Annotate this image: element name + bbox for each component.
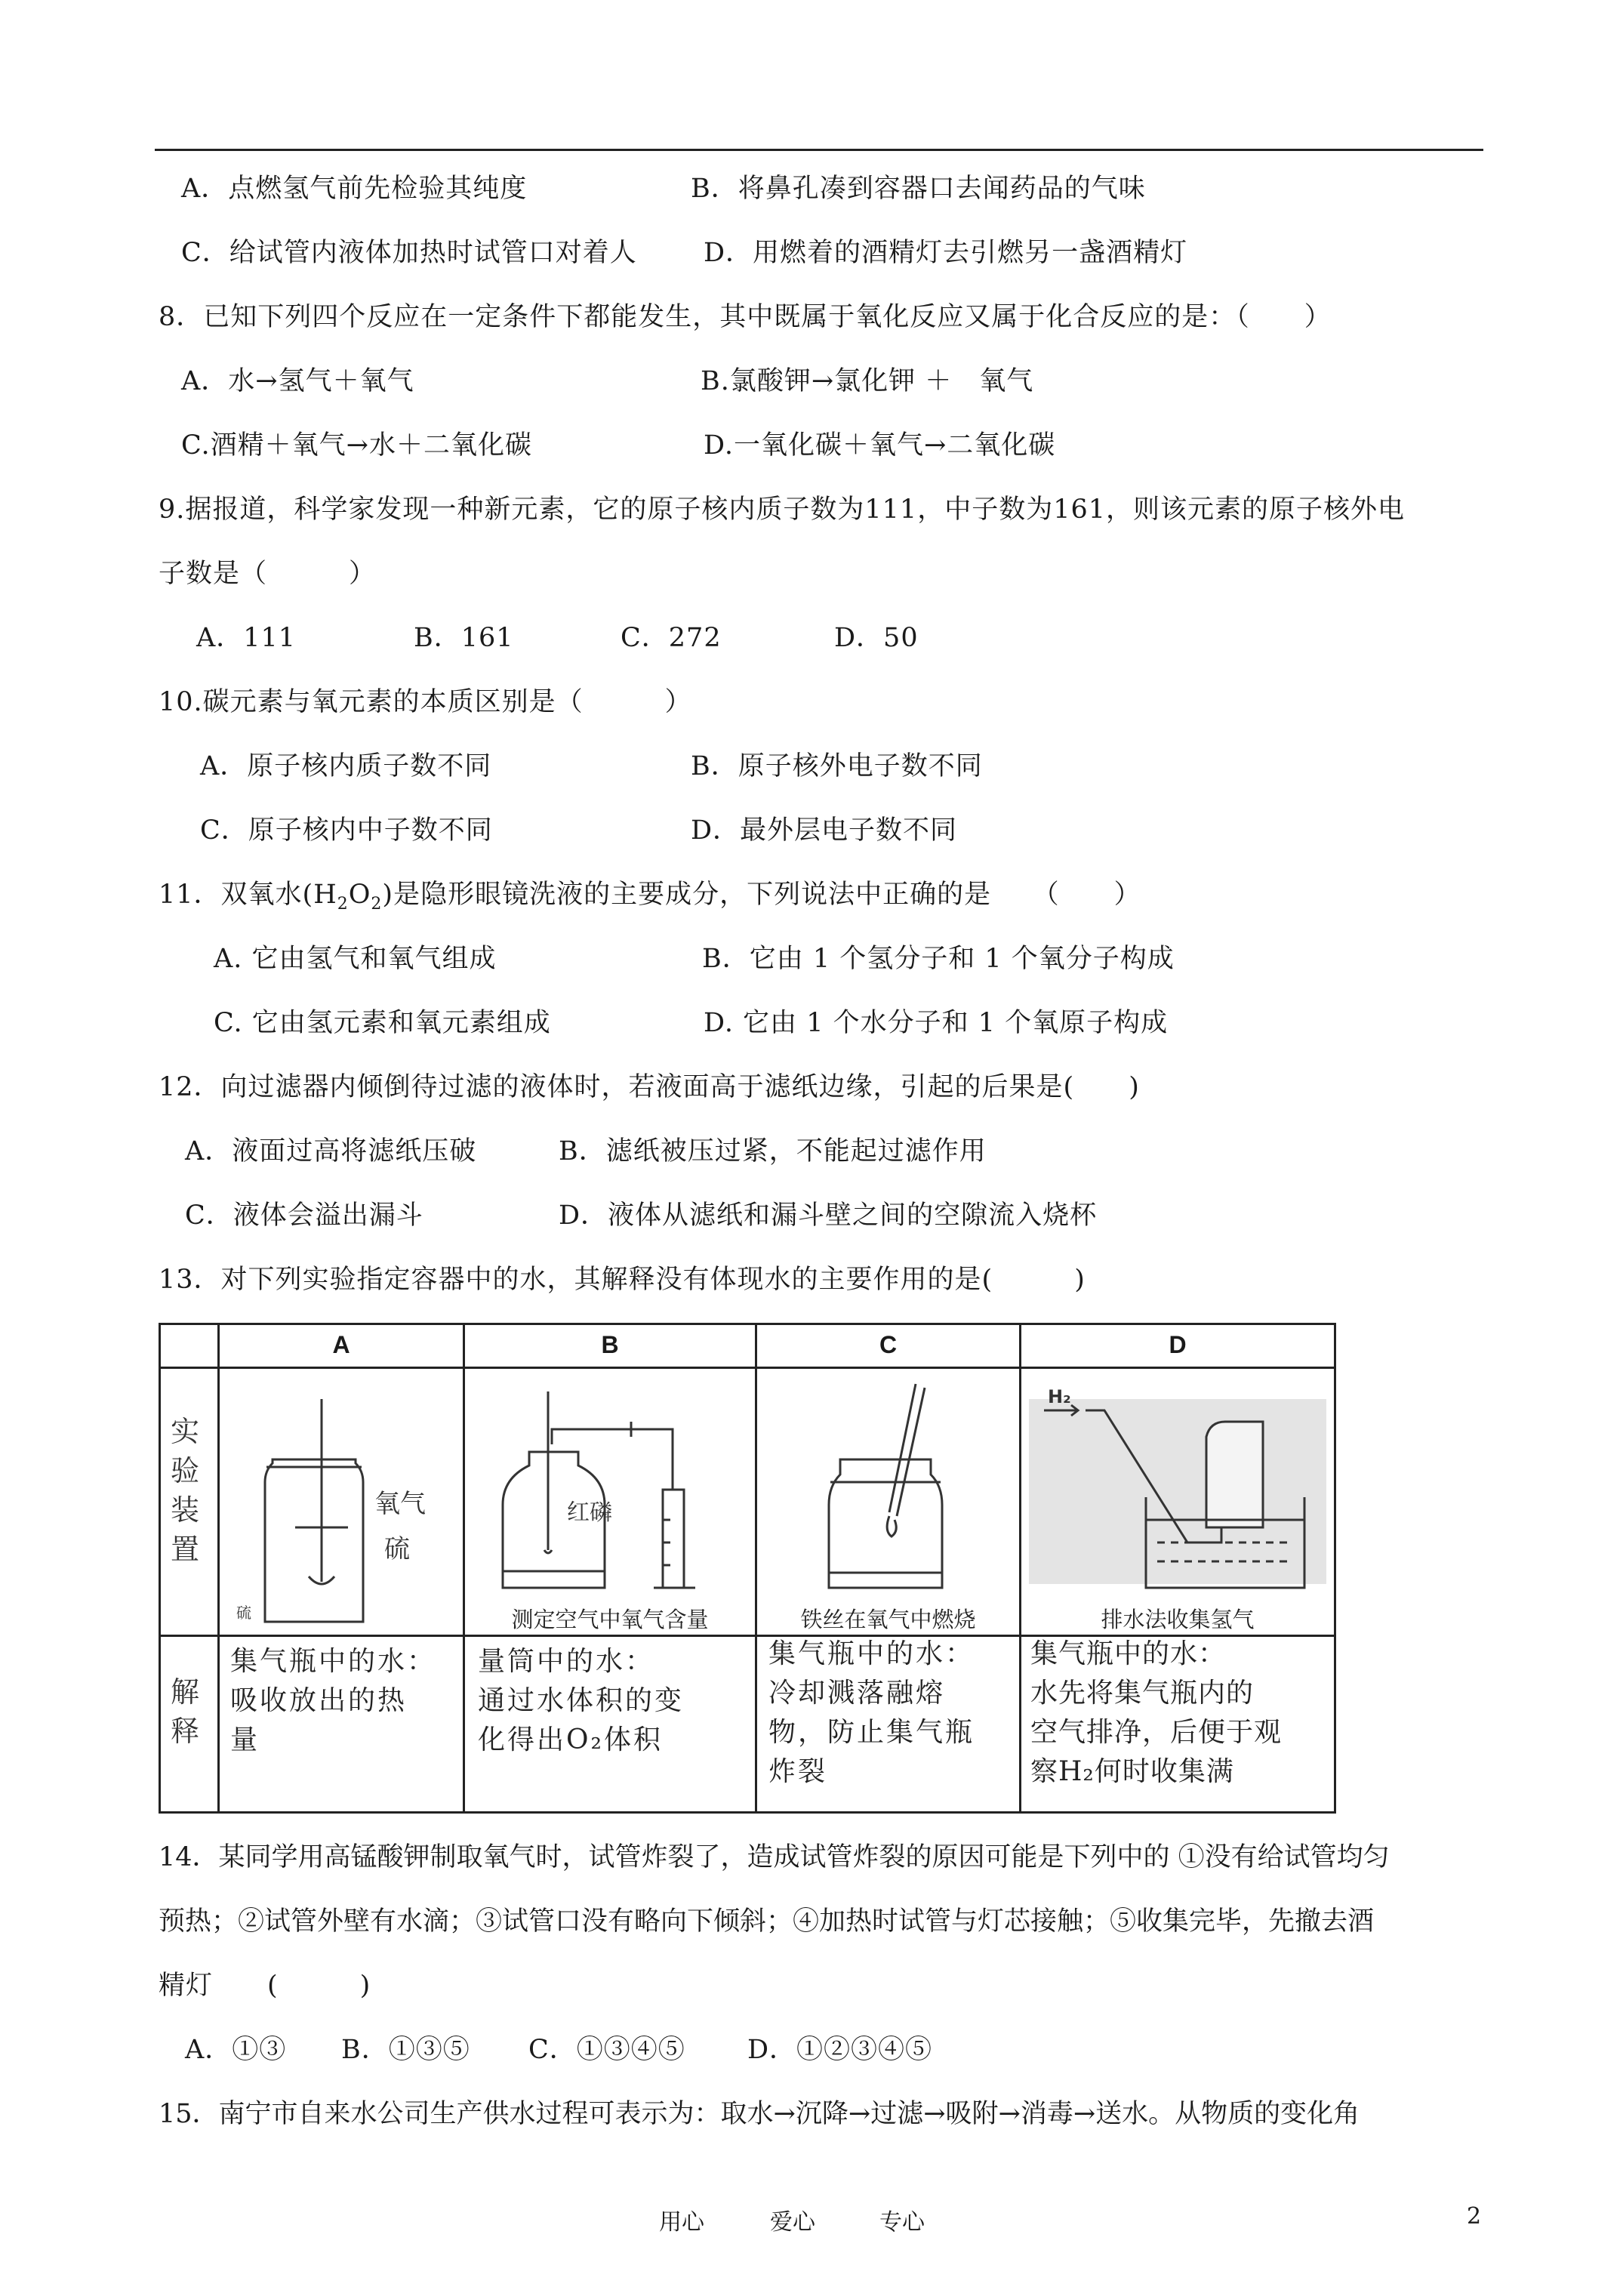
- q14-option-d: D．①②③④⑤: [747, 2035, 933, 2065]
- q14-option-c: C．①③④⑤: [528, 2035, 685, 2065]
- q11-option-b: B．它由 1 个氢分子和 1 个氧分子构成: [702, 944, 1175, 974]
- label-sulfur: 硫: [384, 1534, 410, 1564]
- q9-option-d: D．50: [834, 623, 919, 653]
- q13-experiment-table: [159, 1323, 1336, 1814]
- page-number: 2: [1467, 2203, 1482, 2230]
- q12-option-c: C．液体会溢出漏斗: [185, 1200, 423, 1231]
- q12-option-b: B．滤纸被压过紧，不能起过滤作用: [559, 1136, 987, 1166]
- q14-stem-line1: 14．某同学用高锰酸钾制取氧气时，试管炸裂了，造成试管炸裂的原因可能是下列中的 ①没有给试管均匀: [159, 1842, 1390, 1872]
- label-h2: H₂: [1048, 1386, 1071, 1407]
- caption-c: 铁丝在氧气中燃烧: [800, 1607, 976, 1632]
- q7-option-d: D．用燃着的酒精灯去引燃另一盏酒精灯: [704, 238, 1188, 268]
- q9-option-b: B．161: [414, 623, 514, 653]
- column-header-d: D: [1169, 1331, 1187, 1358]
- q10-stem: 10.碳元素与氧元素的本质区别是（ ）: [159, 687, 692, 717]
- q11-option-c: C. 它由氢元素和氧元素组成: [214, 1008, 551, 1038]
- q9-option-c: C．272: [621, 623, 722, 653]
- column-header-c: C: [879, 1331, 898, 1358]
- q10-option-b: B．原子核外电子数不同: [691, 751, 983, 781]
- q9-stem-line1: 9.据报道，科学家发现一种新元素，它的原子核内质子数为111，中子数为161，则该元素的原子核外电: [159, 495, 1406, 525]
- footer-motto-1: 用心: [659, 2209, 704, 2236]
- apparatus-d-drawing: [1021, 1369, 1334, 1603]
- q8-option-b: B.氯酸钾→氯化钾 ＋ 氧气: [701, 366, 1034, 396]
- q8-option-a: A．水→氢气＋氧气: [181, 366, 414, 396]
- q14-stem-line2: 预热；②试管外壁有水滴；③试管口没有略向下倾斜；④加热时试管与灯芯接触；⑤收集完毕，先撤去酒: [159, 1906, 1375, 1937]
- footer-motto-2: 爱心: [770, 2209, 815, 2236]
- q12-option-d: D．液体从滤纸和漏斗壁之间的空隙流入烧杯: [559, 1200, 1098, 1231]
- q14-option-b: B．①③⑤: [341, 2035, 470, 2065]
- label-sulfur-small: 硫: [236, 1604, 251, 1622]
- q12-stem: 12．向过滤器内倾倒待过滤的液体时，若液面高于滤纸边缘，引起的后果是( ): [159, 1072, 1140, 1102]
- row-header-apparatus: 实 验 装 置: [170, 1415, 199, 1566]
- q14-option-a: A．①③: [185, 2035, 287, 2065]
- q9-stem-line2: 子数是（ ）: [159, 559, 377, 589]
- header-rule: [155, 149, 1483, 151]
- column-header-b: B: [601, 1331, 619, 1358]
- apparatus-c-drawing: [757, 1369, 1019, 1603]
- q12-option-a: A．液面过高将滤纸压破: [185, 1136, 477, 1166]
- q13-stem: 13．对下列实验指定容器中的水，其解释没有体现水的主要作用的是( ): [159, 1265, 1086, 1295]
- column-header-a: A: [332, 1331, 350, 1358]
- caption-b: 测定空气中氧气含量: [511, 1607, 709, 1632]
- q11-stem: 11．双氧水$(H_2O_2)$是隐形眼镜洗液的主要成分，下列说法中正确的是 （ ）: [159, 880, 1141, 914]
- q9-option-a: A．111: [196, 623, 297, 653]
- explanation-d: 集气瓶中的水： 水先将集气瓶内的 空气排净，后便于观 察H₂何时收集满: [1030, 1638, 1283, 1787]
- q10-option-c: C．原子核内中子数不同: [200, 815, 493, 846]
- explanation-b: 量筒中的水： 通过水体积的变 化得出O₂体积: [478, 1646, 685, 1755]
- q8-option-c: C.酒精＋氧气→水＋二氧化碳: [181, 430, 532, 461]
- explanation-c: 集气瓶中的水： 冷却溅落融熔 物，防止集气瓶 炸裂: [768, 1638, 975, 1787]
- apparatus-a-drawing: [220, 1369, 463, 1633]
- explanation-a: 集气瓶中的水： 吸收放出的热 量: [230, 1646, 437, 1755]
- q10-option-a: A．原子核内质子数不同: [200, 751, 492, 781]
- q7-option-a: A．点燃氢气前先检验其纯度: [181, 174, 528, 204]
- q10-option-d: D．最外层电子数不同: [691, 815, 958, 846]
- q7-option-b: B．将鼻孔凑到容器口去闻药品的气味: [691, 174, 1146, 204]
- row-header-explanation: 解 释: [170, 1675, 199, 1748]
- q11-option-a: A. 它由氢气和氧气组成: [214, 944, 497, 974]
- q14-stem-line3: 精灯 ( ): [159, 1971, 371, 2001]
- q7-option-c: C．给试管内液体加热时试管口对着人: [181, 238, 637, 268]
- footer-motto-3: 专心: [879, 2209, 925, 2236]
- q8-option-d: D.一氧化碳＋氧气→二氧化碳: [704, 430, 1056, 461]
- label-oxygen: 氧气: [374, 1489, 426, 1519]
- label-red-phosphorus: 红磷: [567, 1499, 612, 1526]
- q11-option-d: D. 它由 1 个水分子和 1 个氧原子构成: [704, 1008, 1169, 1038]
- apparatus-b-drawing: [465, 1369, 755, 1603]
- q8-stem: 8．已知下列四个反应在一定条件下都能发生，其中既属于氧化反应又属于化合反应的是：（ ）: [159, 302, 1332, 332]
- q15-stem: 15．南宁市自来水公司生产供水过程可表示为：取水→沉降→过滤→吸附→消毒→送水。从物质的变化角: [159, 2099, 1360, 2129]
- caption-d: 排水法收集氢气: [1101, 1607, 1255, 1632]
